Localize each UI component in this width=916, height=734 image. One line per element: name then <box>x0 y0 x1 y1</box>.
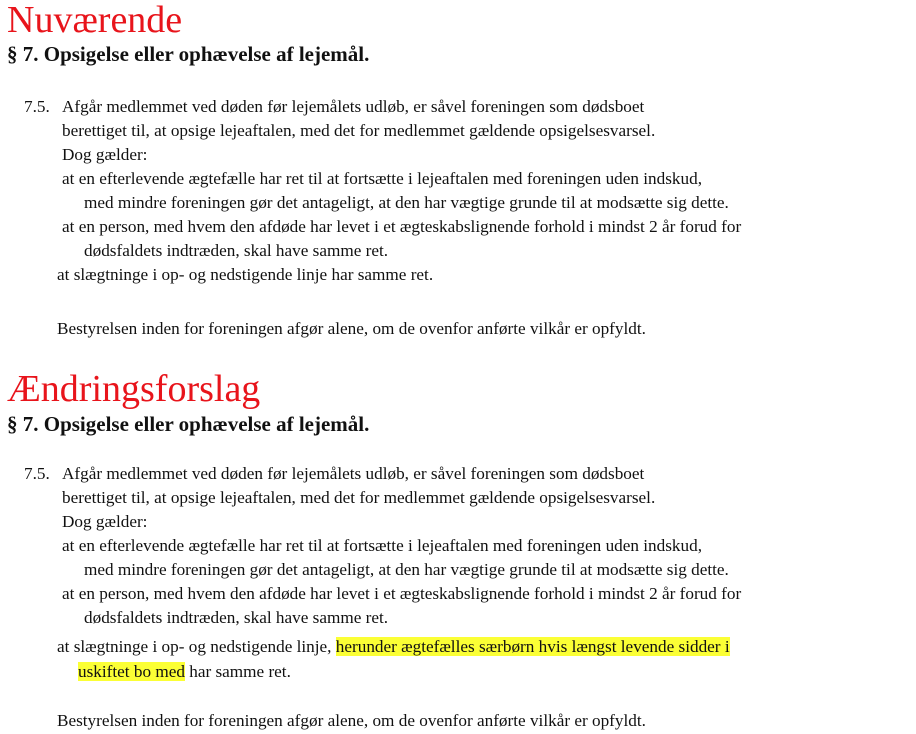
proposal-clause-number: 7.5. <box>24 464 50 483</box>
current-line: Afgår medlemmet ved døden før lejemålets udløb, er såvel foreningen som dødsboet <box>62 97 645 116</box>
current-closing: Bestyrelsen inden for foreningen afgør alene, om de ovenfor anførte vilkår er opfyldt. <box>57 319 646 338</box>
proposal-closing: Bestyrelsen inden for foreningen afgør alene, om de ovenfor anførte vilkår er opfyldt. <box>57 711 646 730</box>
proposal-line: med mindre foreningen gør det antageligt, at den har vægtige grunde til at modsætte sig dette. <box>84 560 729 579</box>
proposal-line: at en efterlevende ægtefælle har ret til at fortsætte i lejeaftalen med foreningen uden indskud, <box>62 536 702 555</box>
proposal-line: berettiget til, at opsige lejeaftalen, med det for medlemmet gældende opsigelsesvarsel. <box>62 488 656 507</box>
current-line: at slægtninge i op- og nedstigende linje har samme ret. <box>57 265 434 284</box>
current-line: med mindre foreningen gør det antageligt, at den har vægtige grunde til at modsætte sig dette. <box>84 193 729 212</box>
proposal-line-prefix: at slægtninge i op- og nedstigende linje, <box>57 637 336 656</box>
current-line: at en person, med hvem den afdøde har levet i et ægteskabslignende forhold i mindst 2 år forud for <box>62 217 742 236</box>
proposal-line: dødsfaldets indtræden, skal have samme ret. <box>84 608 389 627</box>
proposal-section-title: § 7. Opsigelse eller ophævelse af lejemål. <box>7 412 370 436</box>
proposal-amended-line <box>57 636 730 658</box>
proposal-line: Afgår medlemmet ved døden før lejemålets udløb, er såvel foreningen som dødsboet <box>62 464 645 483</box>
current-clause-number: 7.5. <box>24 97 50 116</box>
proposal-line-suffix: har samme ret. <box>184 662 291 681</box>
current-heading: Nuværende <box>7 0 183 41</box>
proposal-heading: Ændringsforslag <box>7 368 261 410</box>
proposal-amended-line-continued <box>78 661 291 683</box>
proposal-line: at en person, med hvem den afdøde har levet i et ægteskabslignende forhold i mindst 2 år forud for <box>62 584 742 603</box>
current-line: dødsfaldets indtræden, skal have samme ret. <box>84 241 389 260</box>
highlighted-amendment-continued: uskiftet bo med <box>78 662 185 681</box>
highlighted-amendment: herunder ægtefælles særbørn hvis længst levende sidder i <box>335 637 730 656</box>
current-line: at en efterlevende ægtefælle har ret til at fortsætte i lejeaftalen med foreningen uden indskud, <box>62 169 702 188</box>
current-line: berettiget til, at opsige lejeaftalen, med det for medlemmet gældende opsigelsesvarsel. <box>62 121 656 140</box>
proposal-line: Dog gælder: <box>62 512 148 531</box>
current-section-title: § 7. Opsigelse eller ophævelse af lejemål. <box>7 42 370 66</box>
current-line: Dog gælder: <box>62 145 148 164</box>
